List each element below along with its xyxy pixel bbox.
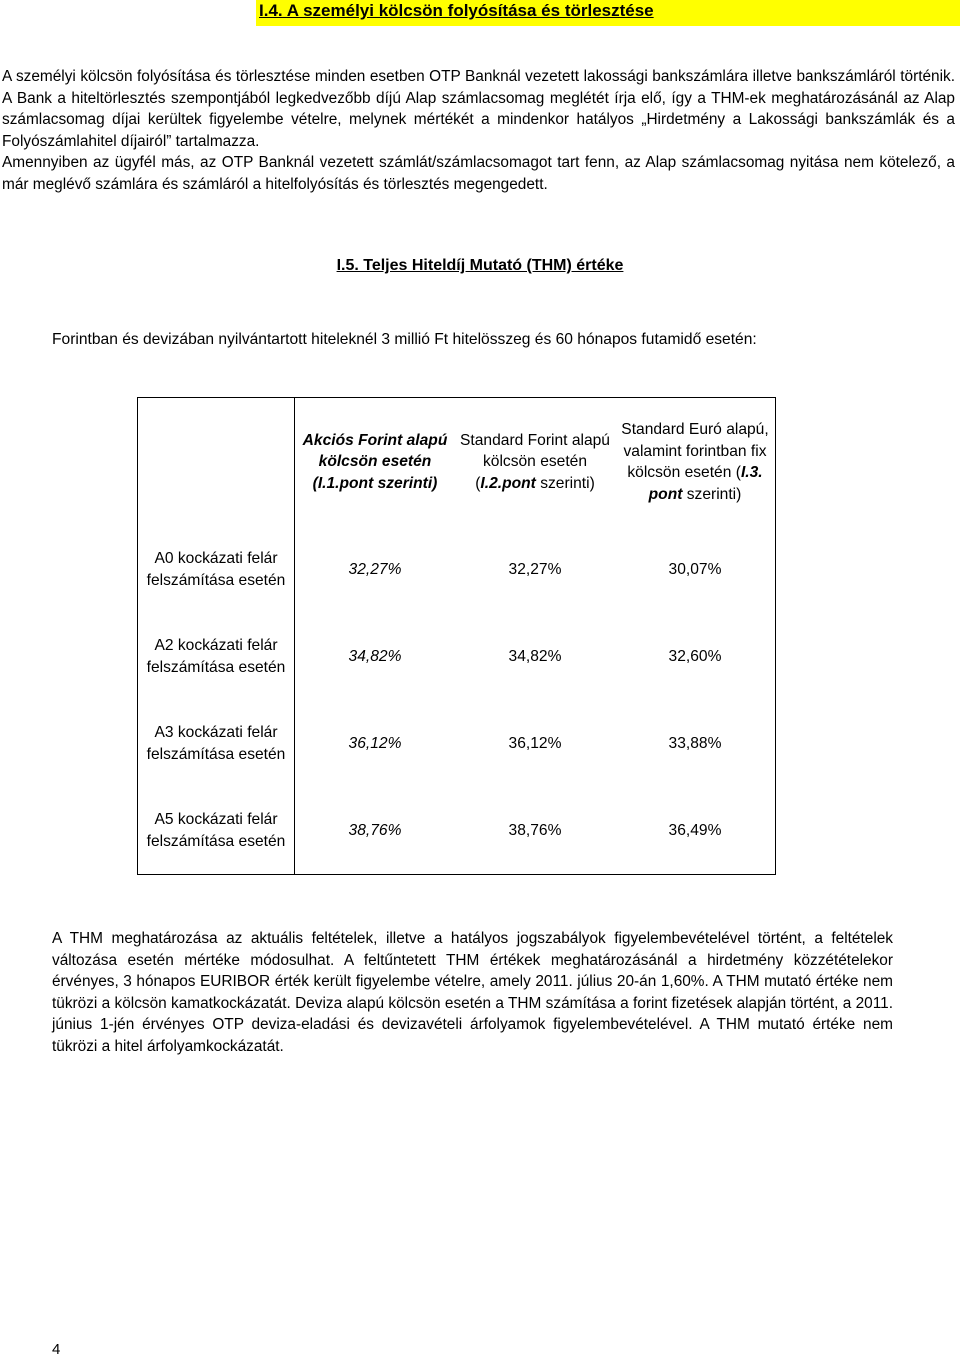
- thm-note: A THM meghatározása az aktuális feltételek, illetve a hatályos jogszabályok figyelembevételével történt, a feltételek változása esetén mértéke módosulhat. A feltűntetett THM értékek meghatározásánál a hirdetmény közzétételekor érvényes, 3 hónapos EURIBOR érték került figyelembe vételre, amely 2011. július 20-án 1,60%. A THM mutató értéke nem tükrözi a kölcsön kamatkockázatát. Deviza alapú kölcsön esetén a THM számítása a forint fizetések alapján történt, a 2011. június 1-jén érvényes OTP deviza-eladási és devizavételi árfolyamok figyelembevételével. A THM mutató értéke nem tükrözi a hitel árfolyamkockázatát.: [52, 930, 893, 1055]
- thm-akcios-value: 34,82%: [348, 647, 402, 665]
- thm-section-title: I.5. Teljes Hiteldíj Mutató (THM) értéke: [336, 257, 624, 274]
- thm-standard-value: 32,27%: [508, 560, 562, 578]
- header-standard-forint: Standard Forint alapú kölcsön esetén (I.2.pont szerinti): [455, 398, 615, 527]
- risk-label: A3 kockázati felár felszámítása esetén: [146, 724, 286, 763]
- thm-euro-value: 33,88%: [615, 700, 776, 787]
- thm-euro-value: 36,49%: [615, 787, 776, 875]
- section-heading: I.4. A személyi kölcsön folyósítása és törlesztése: [259, 1, 654, 20]
- thm-euro-value: 32,60%: [615, 613, 776, 700]
- thm-table: [137, 397, 776, 875]
- risk-label: A5 kockázati felár felszámítása esetén: [146, 811, 286, 850]
- thm-intro-text: Forintban és devizában nyilvántartott hiteleknél 3 millió Ft hitelösszeg és 60 hónapos futamidő esetén:: [52, 331, 757, 348]
- thm-standard-value: 34,82%: [508, 647, 562, 665]
- thm-euro-value: 30,07%: [615, 526, 776, 613]
- thm-akcios-value: 38,76%: [295, 787, 456, 875]
- header-akcios-forint: Akciós Forint alapú kölcsön esetén (I.1.pont szerinti): [295, 398, 456, 527]
- page-number: 4: [52, 1341, 61, 1358]
- thm-akcios-value: 36,12%: [348, 734, 402, 752]
- risk-label: A0 kockázati felár felszámítása esetén: [146, 550, 286, 589]
- paragraph-folyositas: A személyi kölcsön folyósítása és törlesztése minden esetben OTP Banknál vezetett lakossági bankszámlára illetve bankszámláról történik. A Bank a hiteltörlesztés szempontjából legkedvezőbb díjú Alap számlacsomag meglétét írja elő, így a THM-ek meghatározásánál az Alap számlacsomag díjai kerültek figyelembe vételre, melynek mértékét a mindenkor hatályos „Hirdetmény a Lakossági bankszámlák és a Folyószámlahitel díjairól” tartalmazza.: [2, 68, 955, 150]
- paragraph-szamlacsomag: Amennyiben az ügyfél más, az OTP Banknál vezetett számlát/számlacsomagot tart fenn, az Alap számlacsomag nyitása nem kötelező, a már meglévő számlára és számláról a hitelfolyósítás és törlesztés megengedett.: [2, 154, 955, 193]
- risk-label-column: [138, 398, 295, 875]
- table-header-row: [138, 398, 776, 527]
- thm-standard-value: 38,76%: [455, 787, 615, 875]
- thm-standard-value: 36,12%: [508, 734, 562, 752]
- risk-label: A2 kockázati felár felszámítása esetén: [146, 637, 286, 676]
- header-standard-euro: Standard Euró alapú, valamint forintban fix kölcsön esetén (I.3. pont szerinti): [615, 398, 776, 527]
- thm-akcios-value: 32,27%: [348, 560, 402, 578]
